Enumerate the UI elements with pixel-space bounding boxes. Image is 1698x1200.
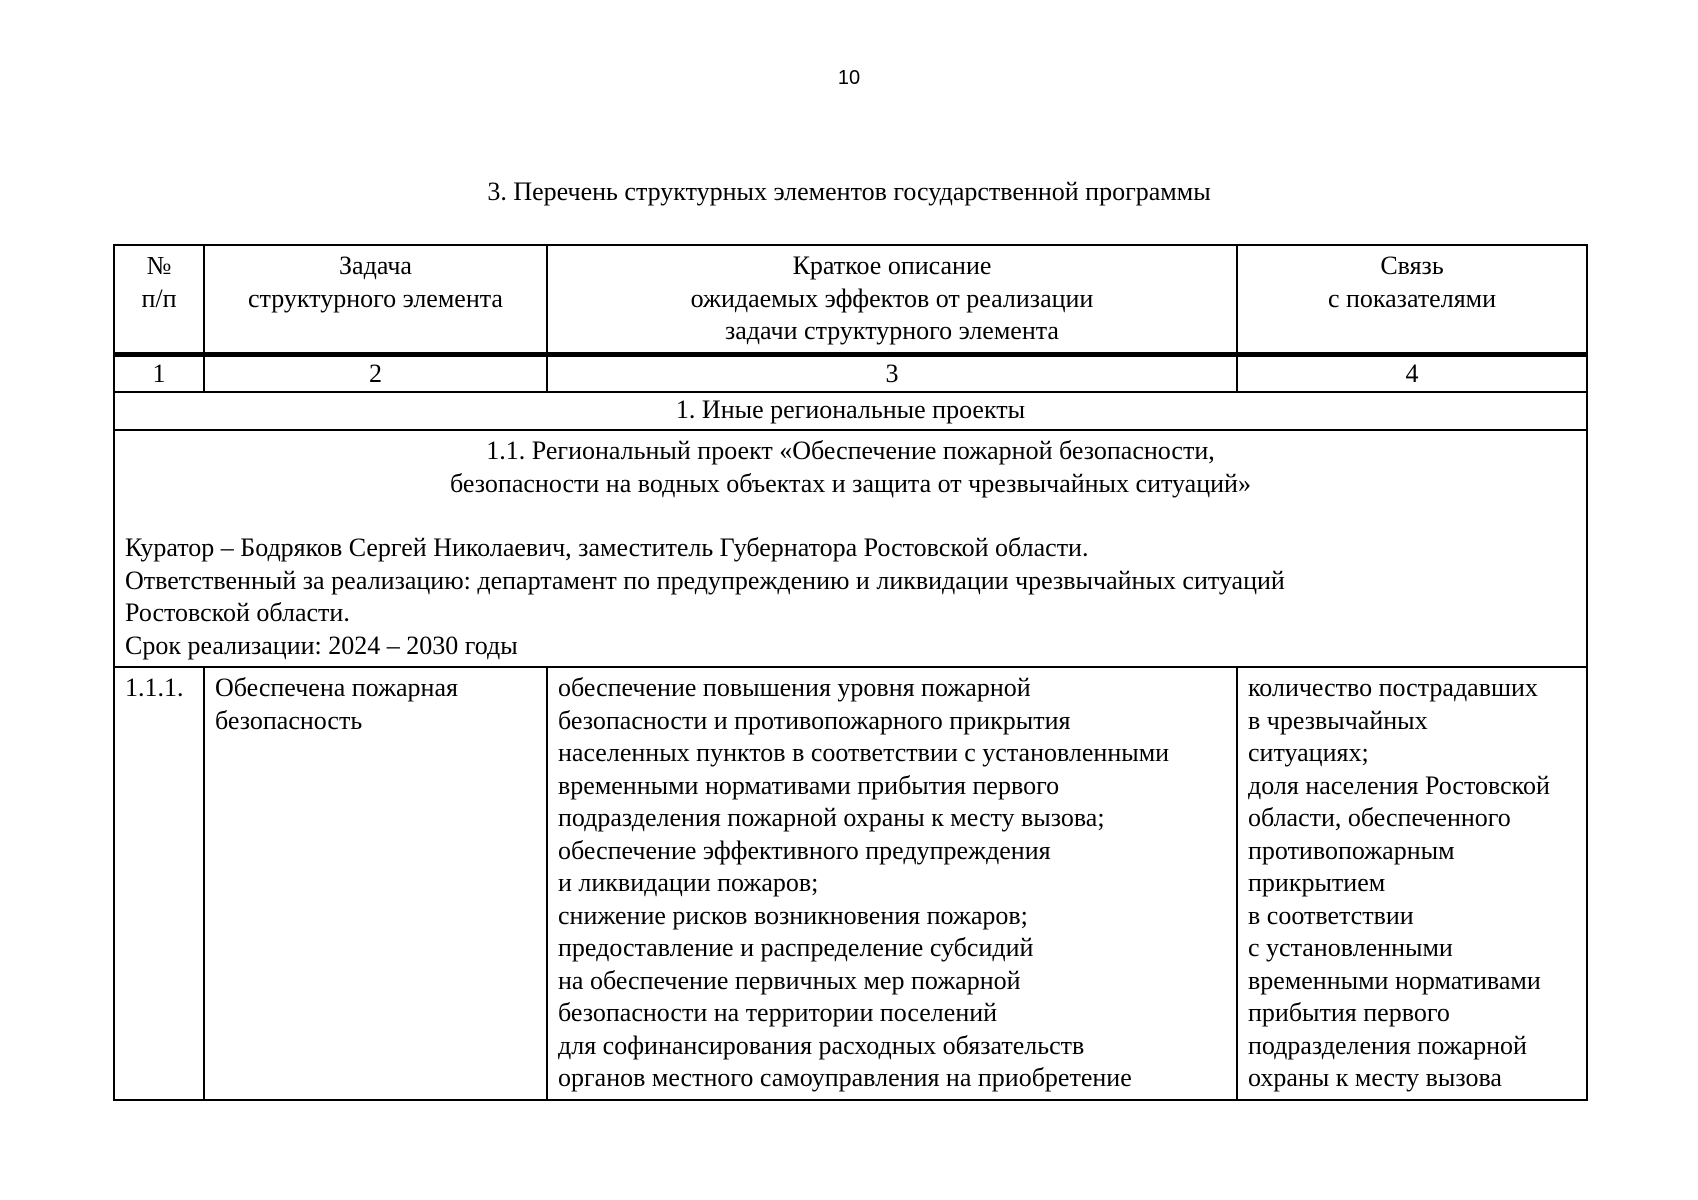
row-indicators-line: количество пострадавших [1248, 673, 1538, 702]
section-heading: 1. Иные региональные проекты [114, 392, 1587, 430]
row-indicators-line: в соответствии [1248, 900, 1414, 930]
header-task-line: структурного элемента [248, 283, 503, 313]
row-task [204, 667, 547, 1100]
header-indicators [1237, 245, 1587, 354]
row-indicators [1237, 667, 1587, 1100]
header-number-line: № [146, 251, 172, 280]
row-effects [547, 667, 1237, 1100]
header-task-line: Задача [339, 251, 412, 280]
header-effects-line: Краткое описание [792, 251, 992, 280]
project-curator: Куратор – Бодряков Сергей Николаевич, заместитель Губернатора Ростовской области. [125, 533, 1089, 562]
column-number: 1 [114, 354, 204, 392]
row-number: 1.1.1. [114, 667, 204, 1100]
column-number: 3 [547, 354, 1237, 392]
project-title [125, 435, 1576, 500]
row-indicators-line: прибытия первого [1248, 998, 1450, 1027]
header-number [114, 245, 204, 354]
row-indicators-line: подразделения пожарной [1248, 1030, 1527, 1060]
project-row [114, 430, 1587, 667]
header-effects-line: задачи структурного элемента [725, 316, 1059, 345]
row-task-line: Обеспечена пожарная [215, 673, 458, 702]
structural-elements-table [113, 244, 1588, 1101]
row-effects-line: для софинансирования расходных обязательств [558, 1030, 1085, 1060]
row-effects-line: обеспечение повышения уровня пожарной [558, 673, 1031, 702]
row-indicators-line: прикрытием [1248, 868, 1386, 897]
table-header-row [114, 245, 1587, 354]
header-indicators-line: Связь [1380, 251, 1444, 280]
header-task [204, 245, 547, 354]
row-effects-line: обеспечение эффективного предупреждения [558, 835, 1051, 865]
row-indicators-line: в чрезвычайных [1248, 705, 1428, 735]
row-effects-line: безопасности на территории поселений [558, 998, 998, 1027]
section-title: 3. Перечень структурных элементов государственной программы [487, 177, 1211, 206]
project-title-line: безопасности на водных объектах и защита от чрезвычайных ситуаций» [450, 468, 1251, 498]
row-effects-line: временными нормативами прибытия первого [558, 770, 1060, 800]
header-number-line: п/п [141, 283, 177, 313]
row-indicators-line: доля населения Ростовской [1248, 770, 1550, 800]
row-effects-line: снижение рисков возникновения пожаров; [558, 900, 1028, 930]
project-responsible: Ответственный за реализацию: департамент по предупреждению и ликвидации чрезвычайных ситуаций [125, 565, 1285, 595]
row-effects-line: безопасности и противопожарного прикрытия [558, 705, 1071, 735]
project-title-line: 1.1. Региональный проект «Обеспечение пожарной безопасности, [486, 436, 1215, 465]
row-effects-line: на обеспечение первичных мер пожарной [558, 965, 1021, 995]
row-indicators-line: противопожарным [1248, 835, 1455, 865]
header-effects [547, 245, 1237, 354]
column-numbers-row [114, 354, 1587, 392]
project-cell [114, 430, 1587, 667]
row-indicators-line: области, обеспеченного [1248, 803, 1511, 832]
page-number: 10 [837, 67, 861, 89]
row-effects-line: подразделения пожарной охраны к месту вызова; [558, 803, 1105, 832]
column-number: 2 [204, 354, 547, 392]
row-indicators-line: ситуациях; [1248, 738, 1369, 767]
row-effects-line: предоставление и распределение субсидий [558, 933, 1034, 962]
row-effects-line: населенных пунктов в соответствии с установленными [558, 738, 1170, 767]
column-number: 4 [1237, 354, 1587, 392]
header-effects-line: ожидаемых эффектов от реализации [690, 283, 1094, 313]
row-indicators-line: с установленными [1248, 933, 1453, 962]
project-term: Срок реализации: 2024 – 2030 годы [125, 630, 518, 660]
row-effects-line: органов местного самоуправления на приобретение [558, 1063, 1132, 1092]
row-effects-line: и ликвидации пожаров; [558, 868, 819, 897]
row-indicators-line: временными нормативами [1248, 965, 1541, 995]
row-task-line: безопасность [215, 705, 363, 735]
row-indicators-line: охраны к месту вызова [1248, 1063, 1502, 1092]
section-row [114, 392, 1587, 430]
project-responsible-cont: Ростовской области. [125, 598, 350, 627]
header-indicators-line: с показателями [1327, 283, 1497, 313]
table-row [114, 667, 1587, 1100]
